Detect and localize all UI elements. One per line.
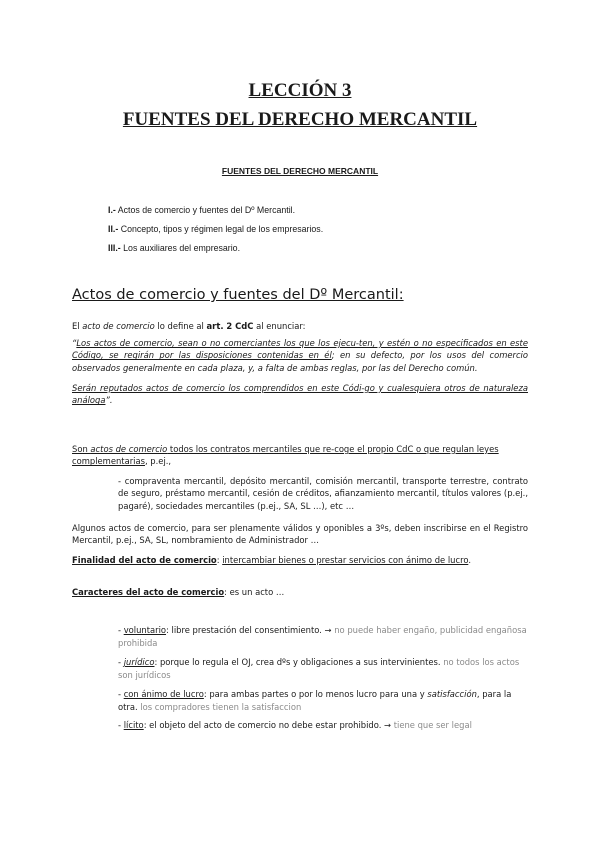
toc-item-2 [108, 224, 323, 234]
bullet-text: : porque lo regula el OJ, crea dºs y obligaciones a sus intervinientes. [154, 657, 444, 667]
section-heading: Actos de comercio y fuentes del Dº Mercantil: [72, 287, 404, 303]
toc-text: Actos de comercio y fuentes del Dº Mercantil. [115, 205, 296, 215]
quote-text: ; en su defecto, por los usos del comercio observados generalmente en cada plaza, y, a falta de ambas reglas, por las del Derecho común. [72, 350, 529, 373]
bullet-term: voluntario [123, 625, 167, 635]
bullet-dash: - [118, 689, 124, 699]
finalidad-label: Finalidad del acto de comercio [72, 555, 217, 565]
finalidad-text: intercambiar bienes o prestar servicios con ánimo de lucro [222, 555, 469, 565]
bullet-dash: - [118, 657, 124, 667]
quote-paragraph-1 [72, 337, 528, 374]
bullet-term: satisfacción [427, 689, 477, 699]
bullet-text: : libre prestación del consentimiento. → [166, 625, 335, 635]
toc-number: III.- [108, 243, 121, 253]
caracteres-label: Caracteres del acto de comercio [72, 587, 225, 597]
section-subheading: FUENTES DEL DERECHO MERCANTIL [221, 166, 379, 176]
registro-paragraph: Algunos actos de comercio, para ser plenamente válidos y oponibles a 3ºs, deben inscribirse en el Registro Mercantil, p.ej., SA, SL, nombramiento de Administrador … [72, 523, 528, 546]
finalidad-text: : [216, 555, 223, 565]
son-text: Son [72, 444, 91, 454]
caracteres-paragraph [72, 586, 528, 598]
bullet-text: : el objeto del acto de comercio no debe estar prohibido. → [143, 720, 394, 730]
son-text: todos los contratos mercantiles que re-coge el propio CdC o que regulan leyes complementarias [72, 444, 499, 467]
quote-underlined: Los actos de comercio, sean o no comerciantes los que los ejecu-ten, y estén o no especificados en este Código, se regirán por las disposiciones contenidas en él [72, 338, 528, 361]
bullet-text: , para la otra. [118, 689, 512, 712]
intro-article: art. 2 CdC [206, 321, 254, 331]
toc-item-3 [108, 243, 240, 253]
bullet-note: no puede haber engaño, publicidad engañosa prohibida [118, 625, 527, 648]
quote-paragraph-2 [72, 382, 528, 407]
bullet-voluntario [118, 624, 528, 649]
toc-item-1 [108, 205, 295, 215]
quote-mark: “ [72, 338, 77, 348]
intro-text: al enunciar: [253, 321, 306, 331]
son-term: actos de comercio [90, 444, 168, 454]
bullet-term: jurídico [123, 657, 155, 667]
son-paragraph [72, 443, 528, 468]
caracteres-text: : es un acto … [224, 587, 285, 597]
bullet-note: los compradores tienen la satisfaccion [140, 701, 302, 712]
toc-number: I.- [108, 205, 116, 215]
bullet-text: : para ambas partes o por lo menos lucro para una y [203, 689, 428, 699]
finalidad-paragraph [72, 554, 528, 566]
intro-term: acto de comercio [82, 321, 155, 331]
intro-text: lo define al [154, 321, 207, 331]
intro-text: El [72, 321, 83, 331]
bullet-note: no todos los actos son jurídicos [118, 657, 520, 680]
lesson-title: LECCIÓN 3 [248, 80, 352, 101]
intro-paragraph [72, 320, 528, 332]
son-text: , p.ej., [144, 456, 172, 467]
finalidad-text: . [468, 555, 471, 565]
bullet-dash: - [118, 720, 124, 730]
quote-underlined: Serán reputados actos de comercio los comprendidos en este Códi-go y cualesquiera otros de naturaleza análoga [72, 383, 528, 406]
examples-list: - compraventa mercantil, depósito mercantil, comisión mercantil, transporte terrestre, contrato de seguro, préstamo mercantil, cesión de créditos, afianzamiento mercantil, títulos valores (p.ej., pagaré), sociedades mercantiles (p.ej., SA, SL …), etc … [118, 476, 528, 511]
quote-mark: ”. [105, 395, 113, 406]
bullet-term: lícito [123, 720, 144, 730]
bullet-dash: - [118, 625, 124, 635]
bullet-note: tiene que ser legal [393, 720, 472, 730]
lesson-subtitle: FUENTES DEL DERECHO MERCANTIL [122, 109, 478, 130]
bullet-term: con ánimo de lucro [123, 689, 204, 699]
toc-number: II.- [108, 224, 119, 234]
toc-text: Concepto, tipos y régimen legal de los empresarios. [118, 224, 324, 234]
bullet-juridico [118, 656, 528, 681]
toc-text: Los auxiliares del empresario. [120, 243, 241, 253]
bullet-licito [118, 719, 528, 732]
bullet-lucro [118, 688, 528, 713]
